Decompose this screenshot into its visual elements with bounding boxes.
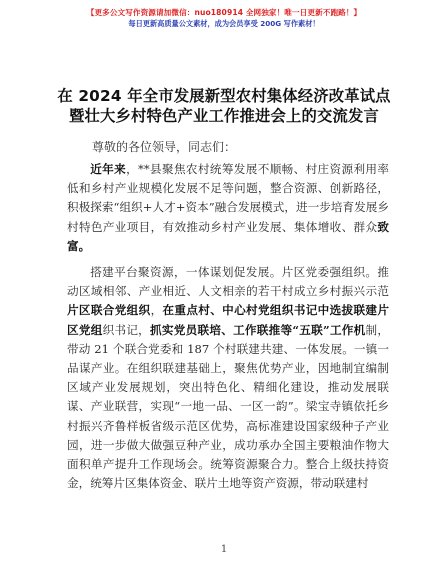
document-title-line-2: 暨壮大乡村特色产业工作推进会上的交流发言 <box>69 107 379 125</box>
paragraph-2-bold-1: 片区联合党组织 <box>67 303 151 318</box>
salutation: 尊敬的各位领导，同志们： <box>92 140 237 154</box>
promo-banner <box>0 7 448 29</box>
page-number: 1 <box>220 544 228 555</box>
promo-banner-line-2: 每日更新高质量公文素材，成为会员享受 200G 写作素材！ <box>128 19 320 28</box>
paragraph-2-segment-4: 制，带动 21 个联合党委和 187 个村联建共建、一体发展。一镇一品谋产业。在组织联建基础上，聚焦优势产业，因地制宜编制区域产业发展规划，突出特色化、精细化建设，推动发展联谋、产业联营，实现“一地一品、一区一韵”。梁宝寺镇依托乡村振兴齐鲁样板省级示范区优势，高标准建设国家级种子产业园，进一步做大做强豆种产业，成功承办全国主要粮油作物大面积单产提升工作现场会。统筹资源聚合力。整合上级扶持资金，统筹片区集体资金、联片土地等资产资源，带动联建村 <box>67 322 389 491</box>
document-title-line-1: 在 2024 年全市发展新型农村集体经济改革试点 <box>57 87 391 105</box>
paragraph-1-tail: 致富。 <box>67 219 389 253</box>
paragraph-1-lead: 近年来 <box>90 162 127 176</box>
document-title <box>0 86 448 126</box>
promo-banner-line-1: 【更多公文写作资源请加微信：nuo180914 全网独家！唯一日更新不跑路！】 <box>86 8 362 17</box>
paragraph-2-bold-2: 在重点村、中心村党组织书记中选拔联建片区党组 <box>67 303 389 337</box>
document-body <box>67 160 389 500</box>
paragraph-2 <box>67 263 389 493</box>
paragraph-2-segment-2: ， <box>150 303 163 318</box>
paragraph-1 <box>67 160 389 256</box>
paragraph-2-segment-3: 织书记， <box>102 322 151 337</box>
paragraph-2-bold-3: 抓实党员联培、工作联推等“五联”工作机 <box>150 322 366 337</box>
paragraph-1-text: ，**县聚焦农村统筹发展不顺畅、村庄资源利用率低和乡村产业规模化发展不足等问题，整合资源、创新路径，积极探索“组织+人才+资本”融合发展模式，进一步培育发展乡村特色产业项目，有效推动乡村产业发展、集体增收、群众 <box>67 162 389 234</box>
paragraph-2-segment-1: 搭建平台聚资源，一体谋划促发展。片区党委强组织。推动区域相邻、产业相近、人文相亲的若干村成立乡村振兴示范 <box>67 265 389 299</box>
